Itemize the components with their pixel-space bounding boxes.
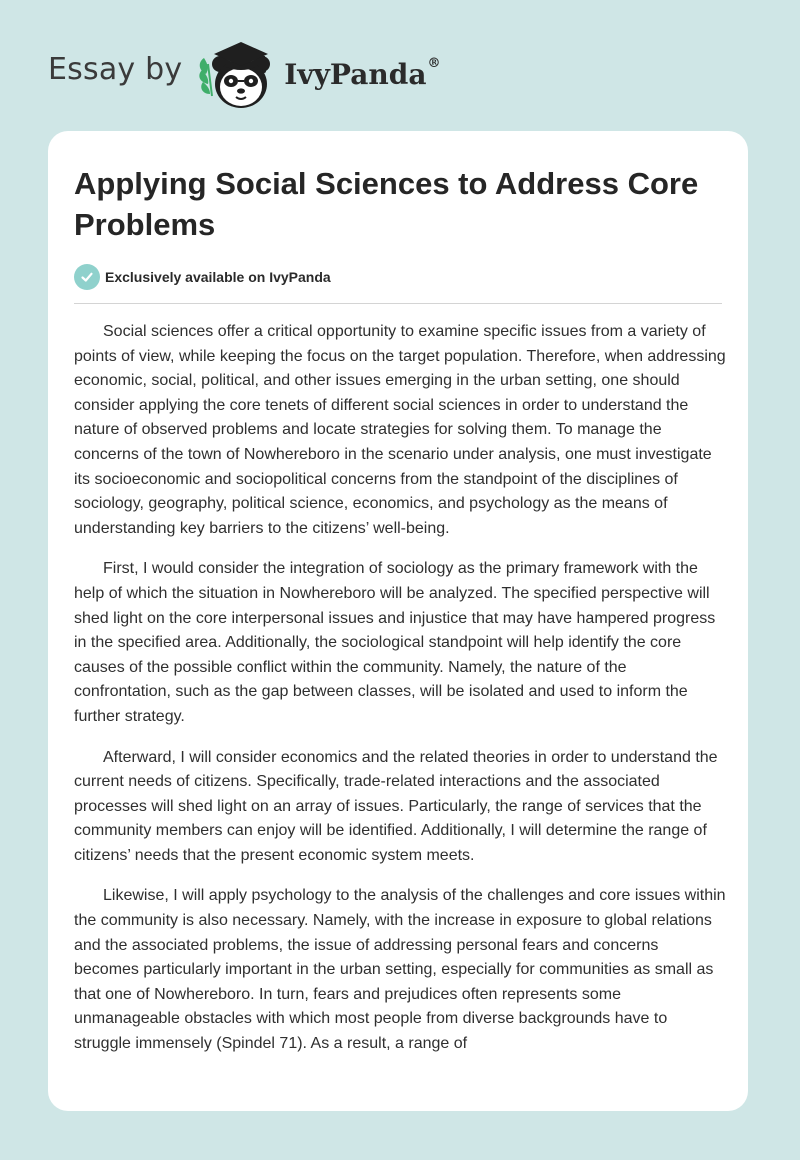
paragraph: First, I would consider the integration of sociology as the primary framework with the help of which the situation in Nowhereboro will be analyzed. The specified perspective will shed light on the core interpersonal issues and injustice that may have hampered progress in the specified area. Additionally, the sociological standpoint will help identify the core causes of the possible conflict within the community. Namely, the nature of the confrontation, such as the gap between classes, will be isolated and used to inform the further strategy. — [74, 560, 716, 725]
essay-by-label: Essay by — [48, 51, 183, 87]
exclusive-badge — [74, 264, 331, 290]
essay-card — [48, 131, 748, 1111]
paragraph: Afterward, I will consider economics and the related theories in order to understand the current needs of citizens. Specifically, trade-related interactions and the associated processes will shed light on an array of issues. Particularly, the range of services that the community members can enjoy will be identified. Additionally, I will determine the range of citizens’ needs that the present economic system meets. — [74, 748, 718, 864]
brand-text: IvyPanda — [284, 57, 427, 91]
essay-body — [74, 320, 726, 1073]
exclusive-badge-text: Exclusively available on IvyPanda — [105, 269, 331, 285]
site-header — [48, 34, 440, 110]
check-circle-icon — [74, 264, 100, 290]
brand-name[interactable] — [284, 55, 441, 91]
panda-graduate-logo-icon[interactable] — [196, 34, 282, 110]
registered-mark: ® — [427, 55, 441, 71]
essay-title: Applying Social Sciences to Address Core Problems — [74, 166, 699, 242]
paragraph: Likewise, I will apply psychology to the analysis of the challenges and core issues within the community is also necessary. Namely, with the increase in exposure to global relations and the associated problems, the issue of addressing personal fears and concerns becomes particularly important in the urban setting, especially for communities as small as that one of Nowhereboro. In turn, fears and prejudices often represents some unmanageable obstacles with which most people from diverse backgrounds have to struggle immensely (Spindel 71). As a result, a range of — [74, 887, 726, 1053]
paragraph: Social sciences offer a critical opportunity to examine specific issues from a variety of points of view, while keeping the focus on the target population. Therefore, when addressing economic, social, political, and other issues emerging in the urban setting, one should consider applying the core tenets of different social sciences in order to understand the nature of observed problems and locate strategies for solving them. To manage the concerns of the town of Nowhereboro in the scenario under analysis, one must investigate its socioeconomic and sociopolitical concerns from the standpoint of the disciplines of sociology, geography, political science, economics, and psychology as the means of understanding key barriers to the citizens’ well-being. — [74, 323, 726, 537]
divider — [74, 303, 722, 304]
